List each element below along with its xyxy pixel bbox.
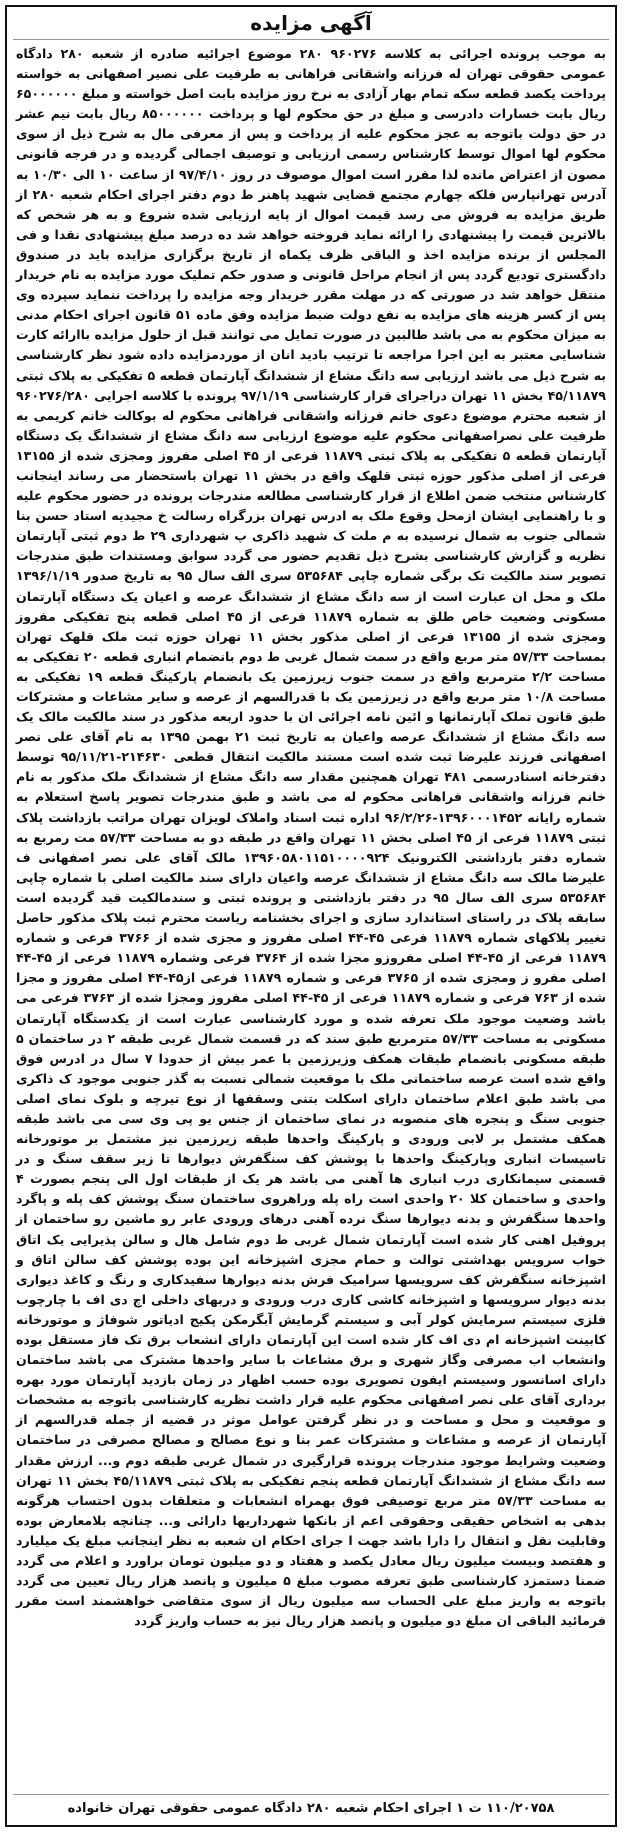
footer-bar <box>13 1794 609 1821</box>
auction-notice <box>5 5 617 1827</box>
notice-title: آگهی مزایده <box>250 11 372 35</box>
notice-body: به موجب پرونده اجرائی به کلاسه ۹۶۰۲۷۶ ۲۸۰ موضوع اجرائیه صادره از شعبه ۲۸۰ دادگاه عمومی حقوقی تهران له فرزانه واشقانی فراهانی به طرفیت علی نصیر اصفهانی به خواسته پرداخت یکصد قطعه سکه تمام بهار آزادی به نرخ روز مزایده بابت اصل خواسته و مبلغ ۶۵۰۰۰۰۰۰ ریال بابت خسارات دادرسی و مبلغ در حق محکوم لها و پرداخت ۸۵۰۰۰۰۰۰ ریال بابت نیم عشر در حق دولت باتوجه به عجز محکوم علیه از پرداخت و پس از معرفی مال به شرح ذیل از سوی محکوم لها اموال توسط کارشناس رسمی ارزیابی و توصیف اجمالی گردیده و در فرجه قانونی مصون از اعتراض مانده لذا مقرر است اموال موصوف در روز ۹۷/۴/۱۰ از ساعت ۱۰ الی ۱۰/۳۰ به آدرس تهرانپارس فلکه چهارم مجتمع قضایی شهید پاهنر ط دوم دفتر اجرای احکام شعبه ۲۸۰ از طریق مزایده به فروش می رسد قیمت اموال از پایه ارزیابی شده شروع و به هر شخص که بالاترین قیمت را پیشنهادی را ارائه نماید فروخته خواهد شد ده درصد مبلغ پیشنهادی نقدا و فی المجلس از برنده مزایده اخذ و الباقی ظرف یکماه از تاریخ برگزاری مزایده باید در صندوق دادگستری تودیع گردد پس از انجام مراحل قانونی و صدور حکم تملیک مورد مزایده به نام خریدار منتقل خواهد شد در صورتی که در مهلت مقرر خریدار وجه مزایده را پرداخت ننماید سپرده وی پس از کسر هزینه های مزایده به نفع دولت ضبط مزایده وفق ماده ۵۱ قانون اجرای احکام مدنی به میزان محکوم به می باشد طالبین در صورت تمایل می توانند قبل از حلول مزایده باارائه کارت شناسایی معتبر به این اجرا مراجعه تا ترتیب بادید انان از موردمزایده داده شود نظر کارشناسی به شرح ذیل می باشد ارزیابی سه دانگ مشاع از ششدانگ آپارتمان قطعه ۵ تفکیکی به پلاک ثبتی ۴۵/۱۱۸۷۹ بخش ۱۱ تهران دراجرای قرار کارشناسی ۹۷/۱/۱۹ پرونده با کلاسه اجرایی ۹۶۰۲۷۶/۲۸۰ از شعبه محترم موضوع دعوی خانم فرزانه واشقانی فراهانی محکوم له بوکالت خانم کریمی به طرفیت علی نصراصفهانی محکوم علیه موضوع ارزیابی سه دانگ مشاع از ششدانگ یک دستگاه آپارتمان قطعه ۵ تفکیکی به پلاک ثبتی ۱۱۸۷۹ فرعی از ۴۵ اصلی مفروز ومجزی شده از ۱۳۱۵۵ فرعی از اصلی مذکور حوزه ثبتی قلهک واقع در بخش ۱۱ تهران باستحضار می رساند اینجانب کارشناس منتخب ضمن اطلاع از قرار کارشناسی مطالعه مندرجات پرونده در حضور محکوم علیه و با راهنمایی ایشان ازمحل وقوع ملک به ادرس تهران بزرگراه رسالت خ مجیدیه استاد حسن بنا شمالی جنوب به شمال نرسیده به م ملت ک شهید ذاکری پ شهرداری ۲۹ ط دوم ثبتی آپارتمان نظریه و گزارش کارشناسی بشرح ذیل تقدیم حضور می گردد سوابق ومستندات طبق مندرجات تصویر سند مالکیت تک برگی شماره چاپی ۵۳۵۶۸۴ سری الف سال ۹۵ به تاریخ صدور ۱۳۹۶/۱/۱۹ ملک و محل ان عبارت است از سه دانگ مشاع از ششدانگ عرصه و اعیان یک دستگاه آپارتمان مسکونی وضعیت خاص طلق به شماره ۱۱۸۷۹ فرعی از ۴۵ اصلی قطعه پنج تفکیکی مفروز ومجزی شده از ۱۳۱۵۵ فرعی از اصلی مذکور بخش ۱۱ تهران حوزه ثبت ملک قلهک تهران بمساحت ۵۷/۳۳ متر مربع واقع در سمت شمال غربی ط دوم بانضمام انباری قطعه ۲۰ تفکیکی به مساحت ۲/۲ مترمربع واقع در سمت جنوب زیرزمین یک بانضمام پارکینگ قطعه ۱۹ تفکیکی به مساحت ۱۰/۸ متر مربع واقع در زیرزمین یک با قدرالسهم از عرصه و سایر مشاعات و مشترکات طبق قانون تملک آپارتمانها و ائین نامه اجرائی ان با حدود اربعه مذکور در سند مالکیت مالک یک سه دانگ مشاع از ششدانگ عرصه واعیان به تاریخ ثبت ۲۱ بهمن ۱۳۹۵ به نام آقای علی نصر اصفهانی فرزند علیرضا ثبت شده است مستند مالکیت انتقال قطعی ۲۱۴۶۳۰-۹۵/۱۱/۲۱ توسط دفترخانه اسنادرسمی ۴۸۱ تهران همچنین مقدار سه دانگ مشاع از ششدانگ ملک مذکور به نام خانم فرزانه واشقانی فراهانی محکوم له می باشد و طبق مندرجات تصویر پاسخ استعلام به شماره رایانه ۱۳۹۶۰۰۰۱۴۵۲-۹۶/۲/۲۶ اداره ثبت اسناد واملاک لویزان تهران مراتب بازداشت پلاک ثبتی ۱۱۸۷۹ فرعی از ۴۵ اصلی بخش ۱۱ تهران واقع در طبقه دو به مساحت ۵۷/۳۳ مت رمربع به شماره دفتر بازداشتی الکترونیک ۱۳۹۶۰۵۸۰۱۱۵۱۰۰۰۰۹۲۴ مالک آقای علی نصر اصفهانی ف علیرضا مالک سه دانگ مشاع از ششدانگ عرصه واعیان دارای سند مالکیت اصلی با شماره چاپی ۵۳۵۶۸۴ سری الف سال ۹۵ در دفتر بازداشتی و پرونده ثبتی و سندمالکیت قید گردیده است سابقه پلاک در راستای استاندارد سازی و اجرای بخشنامه ریاست محترم ثبت پلاک مذکور حاصل تغییر پلاکهای شماره ۱۱۸۷۹ فرعی ۴۵-۴۴ اصلی مفروز و مجزی شده از ۳۷۶۶ فرعی و شماره ۱۱۸۷۹ فرعی از ۴۵-۴۴ اصلی مفروزو مجزا شده از ۳۷۶۴ فرعی وشماره ۱۱۸۷۹ فرعی از ۴۵-۴۴ اصلی مفرو ز ومجزی شده از ۳۷۶۵ فرعی و شماره ۱۱۸۷۹ فرعی از۴۵-۴۴ اصلی مفروز و مجزا شده از ۷۶۳ فرعی و شماره ۱۱۸۷۹ فرعی از ۴۵-۴۴ اصلی مفروز ومجزا شده از ۳۷۶۳ فرعی می باشد وضعیت موجود ملک تعرفه شده و مورد کارشناسی عبارت است از یکدستگاه آپارتمان مسکونی به مساحت ۵۷/۳۳ مترمربع طبق سند که در قسمت شمال غربی طبقه ۲ در ساختمان ۵ طبقه مسکونی بانضمام طبقات همکف وزیرزمین با عمر بیش از حدودا ۷ سال در ادرس فوق واقع شده است عرصه ساختمانی ملک با موقعیت شمالی نسبت به گذر جنوبی موجود ک ذاکری می باشد طبق اعلام ساختمان دارای اسکلت بتنی وسقفها از نوع تیرچه و بلوک نمای اصلی جنوبی سنگ و پنجره های منصوبه در نمای ساختمان از جنس یو پی وی سی می باشد طبقه همکف مشتمل بر لابی ورودی و پارکینگ واحدها طبقه زیرزمین نیز مشتمل بر موتورخانه تاسیسات انباری وپارکینگ واحدها با پوشش کف سنگفرش دیوارها تا زیر سقف سنگ و در قسمتی سیمانکاری درب انباری ها آهنی می باشد هر یک از طبقات اول الی پنجم بصورت ۴ واحدی و ساختمان کلا ۲۰ واحدی است راه پله وراهروی ساختمان سنگ پوشش کف پله و پاگرد واحدها سنگفرش و بدنه دیوارها سنگ نرده آهنی درهای ورودی عابر رو ماشین رو ساختمان از پروفیل اهنی کار شده است آپارتمان شمال غربی ط دوم شامل هال و سالن پذیرایی یک اتاق خواب سرویس بهداشتی توالت و حمام مجزی اشپزخانه این بوده پوشش کف سالن اتاق و اشپزخانه سنگفرش کف سرویسها سرامیک فرش بدنه دیوارها سفیدکاری و رنگ و کاغذ دیواری بدنه دیوار سرویسها و اشپزخانه کاشی کاری درب ورودی و دربهای داخلی اچ دی اف با چارچوب فلزی سیستم سرمایش کولر آبی و سیستم گرمایش آبگرمکن پکیج ادیاتور شوفاژ و موتورخانه کابینت اشپزخانه ام دی اف کار شده است این آپارتمان دارای انشعاب برق تک فاز مستقل بوده وانشعاب اب مصرفی وگاز شهری و برق مشاعات با سایر واحدها مشترک می باشد ساختمان دارای اسانسور وسیستم ایفون تصویری بوده حسب اظهار در زمان بازدید آپارتمان مورد بهره برداری آقای علی نصر اصفهانی محکوم علیه قرار داشت نظریه کارشناسی باتوجه به مشخصات و موقعیت و محل و مساحت و در نظر گرفتن عوامل موثر در قضیه از جمله قدرالسهم از آپارتمان از عرصه و مشاعات و مشترکات عمر بنا و نوع مصالح و مصالح مصرفی در ساختمان وضعیت وشرایط موجود مندرجات پرونده قرارگیری در شمال غربی طبقه دوم و... ارزش مقدار سه دانگ مشاع از ششدانگ آپارتمان قطعه پنجم تفکیکی به پلاک ثبتی ۴۵/۱۱۸۷۹ بخش ۱۱ تهران به مساحت ۵۷/۳۳ متر مربع توصیفی فوق بهمراه انشعابات و متعلقات بدون احتساب هرگونه بدهی به اشخاص حقیقی وحقوقی اعم از بانکها شهرداریها دارائی و... چنانچه بلامعارض بوده وقابلیت نقل و انتقال را دارا باشد جهت ا جرای احکام ان شعبه به نظر اینجانب مبلغ یک میلیارد و هفتصد وبیست میلیون ریال معادل یکصد و هفتاد و دو میلیون تومان براورد و اعلام می گردد ضمنا دستمزد کارشناسی طبق تعرفه مصوب مبلغ ۵ میلیون و پانصد هزار ریال تعیین می گردد باتوجه به واریز مبلغ علی الحساب سه میلیون ریال از سوی متقاضی خواهشمند است مقرر فرمائید الباقی ان مبلغ دو میلیون و پانصد هزار ریال نیز به حساب واریز گردد <box>16 46 607 1629</box>
notice-footer: ۱۱۰/۲۰۷۵۸ ت ۱ اجرای احکام شعبه ۲۸۰ دادگاه عمومی حقوقی تهران خانواده <box>67 1800 555 1816</box>
title-bar <box>13 7 609 40</box>
